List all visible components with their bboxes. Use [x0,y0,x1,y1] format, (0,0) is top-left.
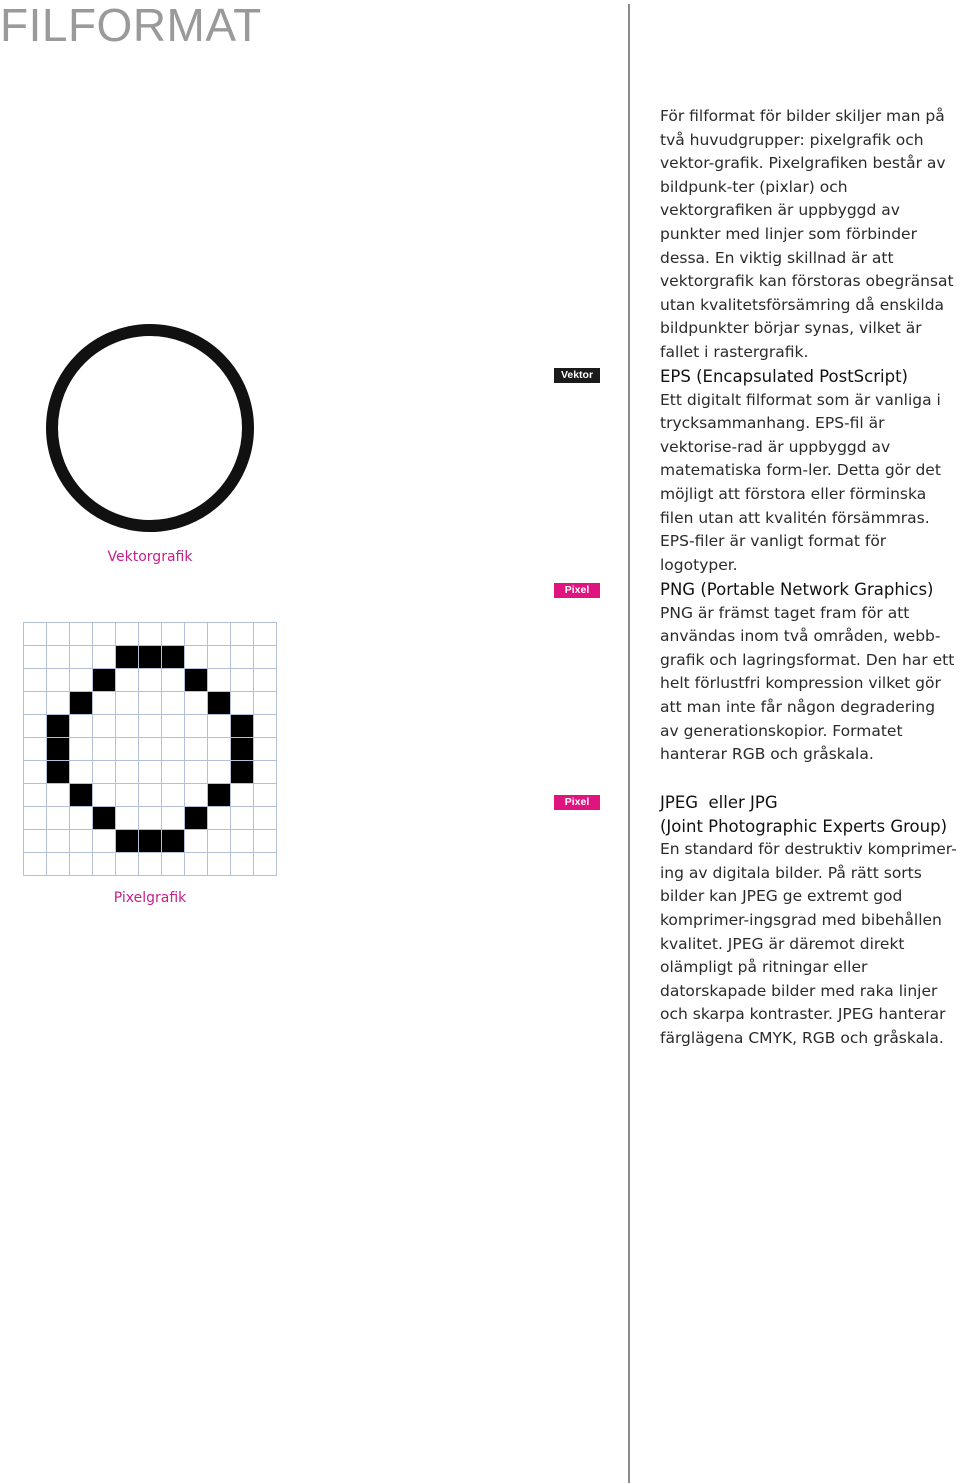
pixel-empty [139,853,162,876]
pixel-empty [93,761,116,784]
pixel-empty [116,784,139,807]
pixel-filled [185,807,208,830]
pixel-filled [231,738,254,761]
pixel-empty [208,761,231,784]
pixel-empty [254,761,277,784]
pixel-filled [93,669,116,692]
pixel-empty [185,715,208,738]
pixel-empty [24,830,47,853]
pixel-empty [162,761,185,784]
pixel-empty [162,807,185,830]
pixel-empty [162,784,185,807]
pixel-empty [254,715,277,738]
pixel-empty [208,807,231,830]
pixel-filled [116,830,139,853]
pixel-empty [116,623,139,646]
pixel-empty [208,646,231,669]
pixel-empty [139,623,162,646]
eps-title: EPS (Encapsulated PostScript) [660,367,908,386]
pixel-filled [70,784,93,807]
eps-body: Ett digitalt filformat som är vanliga i trycksammanhang. EPS-fil är vektorise-rad är uppbyggd av matematiska form-ler. Detta gör det möjligt att förstora eller förminska filen utan att kvalitén försämmras. EPS-filer är vanligt format för logotyper. [660,390,941,574]
pixel-empty [24,669,47,692]
pixel-empty [47,853,70,876]
pixel-filled [208,784,231,807]
pixel-empty [139,692,162,715]
badge-pixel-png: Pixel [554,583,600,598]
pixel-empty [93,853,116,876]
pixel-filled [70,692,93,715]
pixel-empty [24,715,47,738]
pixel-empty [70,715,93,738]
pixel-empty [93,738,116,761]
pixel-empty [208,853,231,876]
jpeg-title-line1: JPEG eller JPG [660,793,778,812]
png-section [660,578,958,767]
pixel-empty [231,853,254,876]
pixel-empty [139,761,162,784]
pixel-empty [208,738,231,761]
pixel-circle-illustration [22,621,278,877]
pixel-empty [139,715,162,738]
pixel-filled [47,715,70,738]
pixel-empty [70,853,93,876]
pixel-filled [162,830,185,853]
pixel-filled [231,761,254,784]
pixel-empty [185,784,208,807]
pixel-caption: Pixelgrafik [113,890,187,906]
pixel-empty [185,646,208,669]
pixel-empty [47,692,70,715]
pixel-filled [208,692,231,715]
pixel-empty [47,807,70,830]
jpeg-body: En standard för destruktiv komprimer-ing av digitala bilder. På rätt sorts bilder kan JPEG ge extremt god komprimer-ingsgrad med bibehållen kvalitet. JPEG är däremot direkt olämpligt på ritningar eller datorskapade bilder med raka linjer och skarpa kontraster. JPEG hanterar färglägena CMYK, RGB och gråskala. [660,840,957,1047]
pixel-empty [231,830,254,853]
pixel-empty [116,715,139,738]
pixel-empty [254,853,277,876]
pixel-filled [116,646,139,669]
pixel-empty [254,669,277,692]
vector-caption: Vektorgrafik [107,549,193,565]
pixel-empty [70,646,93,669]
pixel-empty [70,623,93,646]
pixel-empty [24,807,47,830]
pixel-empty [93,692,116,715]
pixel-empty [116,669,139,692]
pixel-empty [70,669,93,692]
pixel-empty [24,623,47,646]
pixel-filled [93,807,116,830]
pixel-empty [139,807,162,830]
pixel-empty [254,738,277,761]
pixel-empty [231,669,254,692]
pixel-empty [208,669,231,692]
png-body: PNG är främst taget fram för att användas inom två områden, webb-grafik och lagringsformat. Den har ett helt förlustfri kompression vilket gör att man inte får någon degradering av generationskopior. Formatet hanterar RGB och gråskala. [660,603,955,764]
pixel-empty [116,692,139,715]
pixel-empty [24,646,47,669]
pixel-empty [162,715,185,738]
pixel-empty [231,807,254,830]
pixel-empty [208,715,231,738]
pixel-empty [70,738,93,761]
pixel-empty [185,738,208,761]
pixel-empty [231,784,254,807]
pixel-empty [116,853,139,876]
pixel-empty [70,830,93,853]
pixel-empty [162,853,185,876]
pixel-empty [162,692,185,715]
pixel-empty [47,623,70,646]
pixel-empty [116,738,139,761]
pixel-empty [24,761,47,784]
vector-circle-illustration [40,320,260,540]
pixel-empty [47,830,70,853]
pixel-empty [162,669,185,692]
pixel-filled [47,761,70,784]
pixel-filled [139,646,162,669]
badge-vektor: Vektor [554,368,600,383]
pixel-empty [254,692,277,715]
pixel-empty [116,807,139,830]
pixel-empty [254,623,277,646]
vector-circle [52,330,248,526]
pixel-empty [139,784,162,807]
page-title: FILFORMAT [0,0,262,51]
intro-paragraph: För filformat för bilder skiljer man på två huvudgrupper: pixelgrafik och vektor-grafik. Pixelgrafiken består av bildpunk-ter (pixlar) och vektorgrafiken är uppbyggd av punkter med linjer som förbinder dessa. En viktig skillnad är att vektorgrafik kan förstoras obegränsat utan kvalitetsförsämring då enskilda bildpunkter börjar synas, vilket är fallet i rastergrafik. [660,107,954,361]
pixel-empty [24,692,47,715]
pixel-empty [208,623,231,646]
pixel-empty [24,784,47,807]
pixel-empty [24,738,47,761]
pixel-filled [47,738,70,761]
pixel-empty [254,830,277,853]
pixel-empty [208,830,231,853]
pixel-empty [93,646,116,669]
jpeg-title-line2: (Joint Photographic Experts Group) [660,816,948,836]
eps-section [660,365,958,577]
pixel-empty [185,692,208,715]
pixel-empty [139,738,162,761]
pixel-filled [162,646,185,669]
pixel-empty [70,807,93,830]
pixel-empty [116,761,139,784]
pixel-filled [231,715,254,738]
pixel-empty [47,784,70,807]
pixel-empty [93,784,116,807]
pixel-empty [231,623,254,646]
pixel-filled [185,669,208,692]
pixel-empty [93,623,116,646]
pixel-empty [162,738,185,761]
column-divider [628,4,630,1483]
pixel-empty [47,669,70,692]
pixel-empty [254,646,277,669]
pixel-empty [162,623,185,646]
pixel-empty [93,830,116,853]
pixel-empty [185,623,208,646]
pixel-empty [231,692,254,715]
pixel-empty [70,761,93,784]
pixel-filled [139,830,162,853]
jpeg-section [660,791,958,1051]
pixel-empty [185,830,208,853]
png-title: PNG (Portable Network Graphics) [660,580,934,599]
pixel-empty [24,853,47,876]
pixel-empty [254,784,277,807]
pixel-empty [139,669,162,692]
pixel-empty [185,761,208,784]
pixel-empty [254,807,277,830]
pixel-empty [93,715,116,738]
pixel-empty [185,853,208,876]
pixel-empty [47,646,70,669]
badge-pixel-jpeg: Pixel [554,795,600,810]
pixel-empty [231,646,254,669]
